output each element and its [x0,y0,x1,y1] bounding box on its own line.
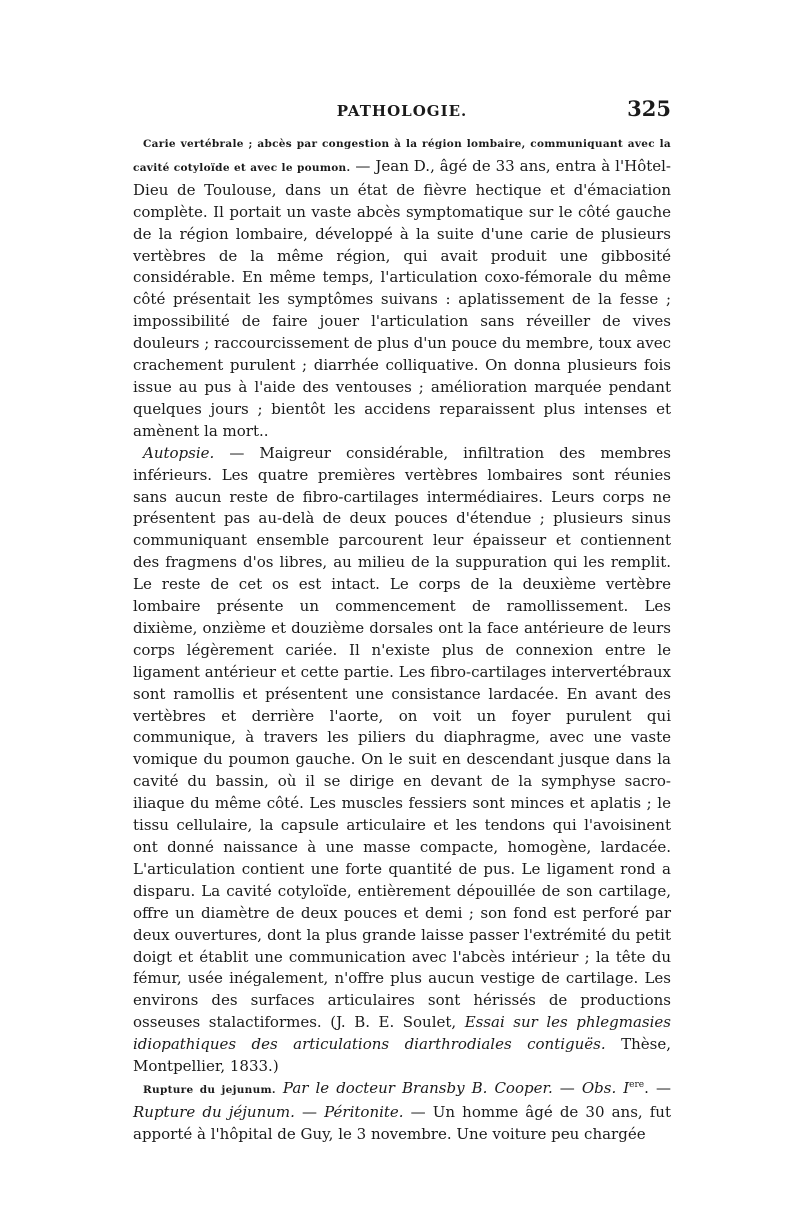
running-title: PATHOLOGIE. [336,102,468,120]
page [133,98,671,1146]
subtitle-rupture: Rupture du jéjunum. [133,1102,295,1121]
page-body [133,132,671,1146]
case-history: Jean D., âgé de 33 ans, entra à l'Hôtel-Dieu de Toulouse, dans un état de fièvre hectique et d'émaciation complète. Il portait un vaste abcès symptomatique sur le côté gauche de la région lombaire, développé à la suite d'une carie de plusieurs vertèbres de la même région, qui avait produit une gibbosité considérable. En même temps, l'articulation coxo-fémorale du même côté présentait les symptômes suivans : aplatissement de la fesse ; impossibilité de faire jouer l'articulation sans réveiller de vives douleurs ; raccourcissement de plus d'un pouce du membre, toux avec crachement purulent ; diarrhée colliquative. On donna plusieurs fois issue au pus à l'aide des ventouses ; amélioration marquée pendant quelques jours ; bientôt les accidens reparaissent plus intenses et amènent la mort.. [133,156,672,440]
observation-label: Obs. I [581,1078,630,1097]
autopsie-paragraph [133,443,671,1078]
article-rupture-jejunum [133,1078,671,1146]
observation-sup: ere [629,1079,645,1090]
observation-end: . [644,1078,649,1097]
autopsie-label: Autopsie. [143,443,215,462]
article-heading: Carie vertébrale ; abcès par congestion à la région lombaire, communiquant avec la cavité cotyloïde et avec le poumon. [133,138,671,174]
case-body: — Un homme âgé de 30 ans, fut apporté à l'hôpital de Guy, le 3 novembre. Une voiture peu chargée [133,1102,671,1143]
heading-dash: — [350,156,376,175]
page-header [133,98,671,128]
autopsie-body: — Maigreur considérable, infiltration des membres inférieurs. Les quatre premières vertèbres lombaires sont réunies sans aucun reste de fibro-cartilages intermédiaires. Leurs corps ne présentent pas au-delà de deux pouces d'étendue ; plusieurs sinus communiquant ensemble parcourent leur épaisseur et contiennent des fragmens d'os libres, au milieu de la suppuration qui les remplit. Le reste de cet os est intact. Le corps de la deuxième vertèbre lombaire présente un commencement de ramollissement. Les dixième, onzième et douzième dorsales ont la face antérieure de leurs corps légèrement cariée. Il n'existe plus de connexion entre le ligament antérieur et cette partie. Les fibro-cartilages intervertébraux sont ramollis et présentent une consistance lardacée. En avant des vertèbres et derrière l'aorte, on voit un foyer purulent qui communique, à travers les piliers du diaphragme, avec une vaste vomique du poumon gauche. On le suit en descendant jusque dans la cavité du bassin, où il se dirige en devant de la symphyse sacro-iliaque du même côté. Les muscles fessiers sont minces et aplatis ; le tissu cellulaire, la capsule articulaire et les tendons qui l'avoisinent ont donné naissance à une masse compacte, homogène, lardacée. L'articulation contient une forte quantité de pus. Le ligament rond a disparu. La cavité cotyloïde, entièrement dépouillée de son cartilage, offre un diamètre de deux pouces et demi ; son fond est perforé par deux ouvertures, dont la plus grande laisse passer l'extrémité du petit doigt et établit une communication avec l'abcès intérieur ; la tête du fémur, usée inégalement, n'offre plus aucun vestige de cartilage. Les environs des surfaces articulaires sont hérissés de productions osseuses stalactiformes. (J. B. E. Soulet, [133,443,671,1032]
article-author: Par le docteur Bransby B. Cooper. [282,1078,553,1097]
dash-3: — [294,1102,325,1121]
citation-end: Thèse, Montpellier, 1833.) [133,1035,671,1076]
citation-title: Essai sur les phlegmasies idiopathiques des articulations diarthrodiales contiguës. [133,1013,671,1054]
article-heading-2: Rupture du jejunum. [143,1083,276,1096]
subtitle-peritonite: Péritonite. [324,1102,404,1121]
dash-2: — [648,1078,671,1097]
page-number: 325 [627,96,671,121]
article-carie-vertebrale [133,132,671,443]
dash-1: — [552,1078,582,1097]
